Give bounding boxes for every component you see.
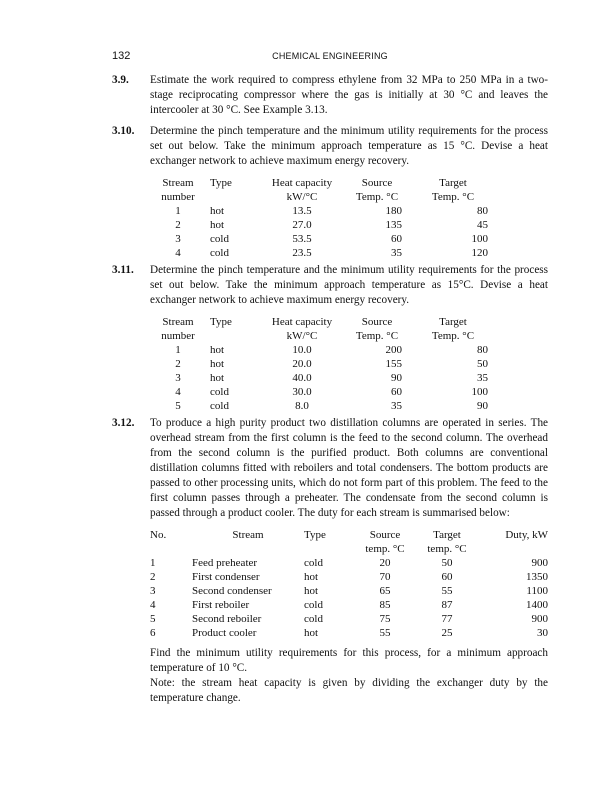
column-header: Target — [433, 529, 461, 541]
table-cell: 3 — [175, 233, 181, 245]
table-cell: 3 — [150, 585, 156, 597]
table-cell: 8.0 — [295, 400, 309, 412]
column-header — [206, 329, 262, 343]
table-cell: 30.0 — [292, 386, 312, 398]
table-cell: 50 — [477, 358, 488, 370]
table-cell: cold — [304, 557, 323, 569]
problem-number: 3.12. — [112, 417, 135, 429]
table-cell: 60 — [391, 386, 402, 398]
table-cell: Second condenser — [192, 585, 272, 597]
problem-followup-text: Find the minimum utility requirements for this process, for a minimum approach temperature of 10 °C. — [150, 647, 548, 674]
table-cell: 85 — [379, 599, 391, 611]
column-header: Target — [439, 316, 467, 328]
table-row — [150, 246, 494, 260]
table-header-row — [150, 542, 548, 556]
table-cell: 23.5 — [292, 247, 312, 259]
table-cell: hot — [210, 344, 225, 356]
table-row — [150, 204, 494, 218]
table-cell: 5 — [175, 400, 181, 412]
table-cell: 75 — [379, 613, 391, 625]
table-row — [150, 371, 494, 385]
table-cell: 155 — [385, 358, 402, 370]
table-cell: hot — [304, 585, 319, 597]
table-cell: hot — [210, 205, 225, 217]
table-cell: 2 — [175, 358, 181, 370]
table-cell: 55 — [379, 627, 391, 639]
table-cell: 27.0 — [292, 219, 312, 231]
table-cell: 65 — [379, 585, 391, 597]
table-header-row — [150, 528, 548, 542]
column-header: Source — [361, 177, 393, 189]
table-header-row — [150, 190, 494, 204]
problem-text: Determine the pinch temperature and the minimum utility requirements for the process set out below. Take the minimum approach temperature as 15 °C. Devise a heat exchanger network to achieve maximum energy recovery. — [150, 125, 548, 167]
duty-table-3-12 — [150, 528, 548, 640]
column-header: Temp. °C — [355, 330, 399, 342]
column-header: Stream — [162, 177, 194, 189]
table-row — [150, 556, 548, 570]
table-cell: First reboiler — [192, 599, 250, 611]
table-cell: 4 — [175, 247, 181, 259]
table-cell: 5 — [150, 613, 156, 625]
column-header: Duty, kW — [505, 529, 548, 541]
table-cell: cold — [304, 599, 323, 611]
table-cell: 2 — [175, 219, 181, 231]
table-cell: hot — [210, 358, 225, 370]
column-header: number — [161, 330, 195, 342]
table-cell: hot — [304, 627, 319, 639]
table-cell: 60 — [441, 571, 453, 583]
stream-table-3-11 — [150, 315, 494, 413]
column-header — [192, 542, 304, 556]
column-header: Stream — [232, 529, 264, 541]
column-header: kW/°C — [286, 330, 318, 342]
table-cell: 1350 — [526, 571, 548, 583]
table-row — [150, 218, 494, 232]
table-row — [150, 598, 548, 612]
table-cell: 1 — [175, 205, 181, 217]
table-cell: 100 — [471, 386, 488, 398]
table-cell: Feed preheater — [192, 557, 258, 569]
table-cell: 55 — [441, 585, 453, 597]
table-cell: 120 — [471, 247, 488, 259]
table-row — [150, 399, 494, 413]
table-cell: 35 — [477, 372, 488, 384]
table-cell: cold — [210, 247, 229, 259]
column-header: Temp. °C — [355, 191, 399, 203]
column-header: Type — [304, 529, 326, 541]
table-header-row — [150, 315, 494, 329]
table-row — [150, 570, 548, 584]
column-header: temp. °C — [365, 543, 405, 555]
column-header — [480, 542, 548, 556]
table-cell: cold — [210, 400, 229, 412]
table-row — [150, 357, 494, 371]
table-cell: 1400 — [526, 599, 548, 611]
table-cell: 1 — [175, 344, 181, 356]
table-row — [150, 232, 494, 246]
problem-text: Estimate the work required to compress ethylene from 32 MPa to 250 MPa in a two-stage reciprocating compressor where the gas is initially at 30 °C and leaves the intercooler at 30 °C. See Example 3.13. — [150, 74, 548, 116]
column-header: kW/°C — [286, 191, 318, 203]
column-header: Heat capacity — [271, 177, 333, 189]
table-cell: 35 — [391, 400, 402, 412]
table-cell: 2 — [150, 571, 156, 583]
table-cell: 180 — [385, 205, 402, 217]
table-cell: 3 — [175, 372, 181, 384]
table-cell: 50 — [441, 557, 453, 569]
problem-number: 3.10. — [112, 125, 135, 137]
table-header-row — [150, 329, 494, 343]
page-content — [112, 73, 548, 712]
table-cell: 1100 — [526, 585, 548, 597]
column-header: Type — [210, 177, 232, 189]
table-cell: 135 — [385, 219, 402, 231]
problem-note: Note: the stream heat capacity is given by dividing the exchanger duty by the temperature change. — [150, 677, 548, 704]
table-cell: 30 — [537, 627, 548, 639]
problem-3-12 — [112, 416, 548, 706]
table-cell: 80 — [477, 205, 488, 217]
table-cell: 4 — [150, 599, 156, 611]
column-header: Stream — [162, 316, 194, 328]
table-cell: 10.0 — [292, 344, 312, 356]
problem-number: 3.9. — [112, 74, 129, 86]
table-cell: 900 — [531, 613, 548, 625]
table-cell: 77 — [441, 613, 453, 625]
table-cell: 45 — [477, 219, 488, 231]
table-cell: hot — [210, 372, 225, 384]
table-cell: 6 — [150, 627, 156, 639]
table-cell: Product cooler — [192, 627, 257, 639]
column-header: temp. °C — [427, 543, 467, 555]
table-cell: 70 — [379, 571, 391, 583]
column-header — [206, 190, 262, 204]
column-header: Temp. °C — [431, 330, 475, 342]
table-cell: 200 — [385, 344, 402, 356]
table-cell: 40.0 — [292, 372, 312, 384]
column-header: Source — [361, 316, 393, 328]
table-cell: 1 — [150, 557, 156, 569]
column-header: Type — [210, 316, 232, 328]
table-cell: 20 — [379, 557, 391, 569]
problem-number: 3.11. — [112, 264, 134, 276]
running-title: CHEMICAL ENGINEERING — [272, 51, 388, 61]
table-cell: 20.0 — [292, 358, 312, 370]
column-header — [150, 542, 192, 556]
problem-3-11 — [112, 263, 548, 308]
table-cell: 80 — [477, 344, 488, 356]
table-cell: 60 — [391, 233, 402, 245]
table-cell: cold — [304, 613, 323, 625]
table-cell: First condenser — [192, 571, 260, 583]
table-cell: 13.5 — [292, 205, 312, 217]
table-cell: 87 — [441, 599, 453, 611]
table-row — [150, 612, 548, 626]
table-cell: 4 — [175, 386, 181, 398]
problem-3-9 — [112, 73, 548, 118]
table-cell: 900 — [531, 557, 548, 569]
problem-text: Determine the pinch temperature and the minimum utility requirements for the process set out below. Take the minimum approach temperature as 15°C. Devise a heat exchanger network to achieve maximum energy recovery. — [150, 264, 548, 306]
table-row — [150, 385, 494, 399]
table-cell: hot — [210, 219, 225, 231]
table-row — [150, 626, 548, 640]
page-header — [112, 50, 548, 64]
column-header: Temp. °C — [431, 191, 475, 203]
table-cell: 35 — [391, 247, 402, 259]
table-cell: cold — [210, 386, 229, 398]
table-cell: 25 — [441, 627, 453, 639]
table-row — [150, 343, 494, 357]
table-cell: 100 — [471, 233, 488, 245]
column-header: number — [161, 191, 195, 203]
table-header-row — [150, 176, 494, 190]
page-number: 132 — [112, 50, 131, 62]
column-header: No. — [150, 529, 167, 541]
table-cell: 53.5 — [292, 233, 312, 245]
problem-text: To produce a high purity product two distillation columns are operated in series. The overhead stream from the first column is the feed to the second column. The overhead from the second column is the purified product. Both columns are conventional distillation columns fitted with reboilers and total condensers. The bottom products are passed to other processing units, which do not form part of this problem. The feed to the first column passes through a preheater. The condensate from the second column is passed through a product cooler. The duty for each stream is summarised below: — [150, 417, 548, 519]
column-header: Heat capacity — [271, 316, 333, 328]
table-cell: hot — [304, 571, 319, 583]
stream-table-3-10 — [150, 176, 494, 260]
table-row — [150, 584, 548, 598]
column-header: Source — [369, 529, 401, 541]
table-cell: cold — [210, 233, 229, 245]
problem-3-10 — [112, 124, 548, 169]
table-cell: 90 — [391, 372, 402, 384]
column-header — [304, 542, 356, 556]
table-cell: Second reboiler — [192, 613, 262, 625]
column-header: Target — [439, 177, 467, 189]
table-cell: 90 — [477, 400, 488, 412]
